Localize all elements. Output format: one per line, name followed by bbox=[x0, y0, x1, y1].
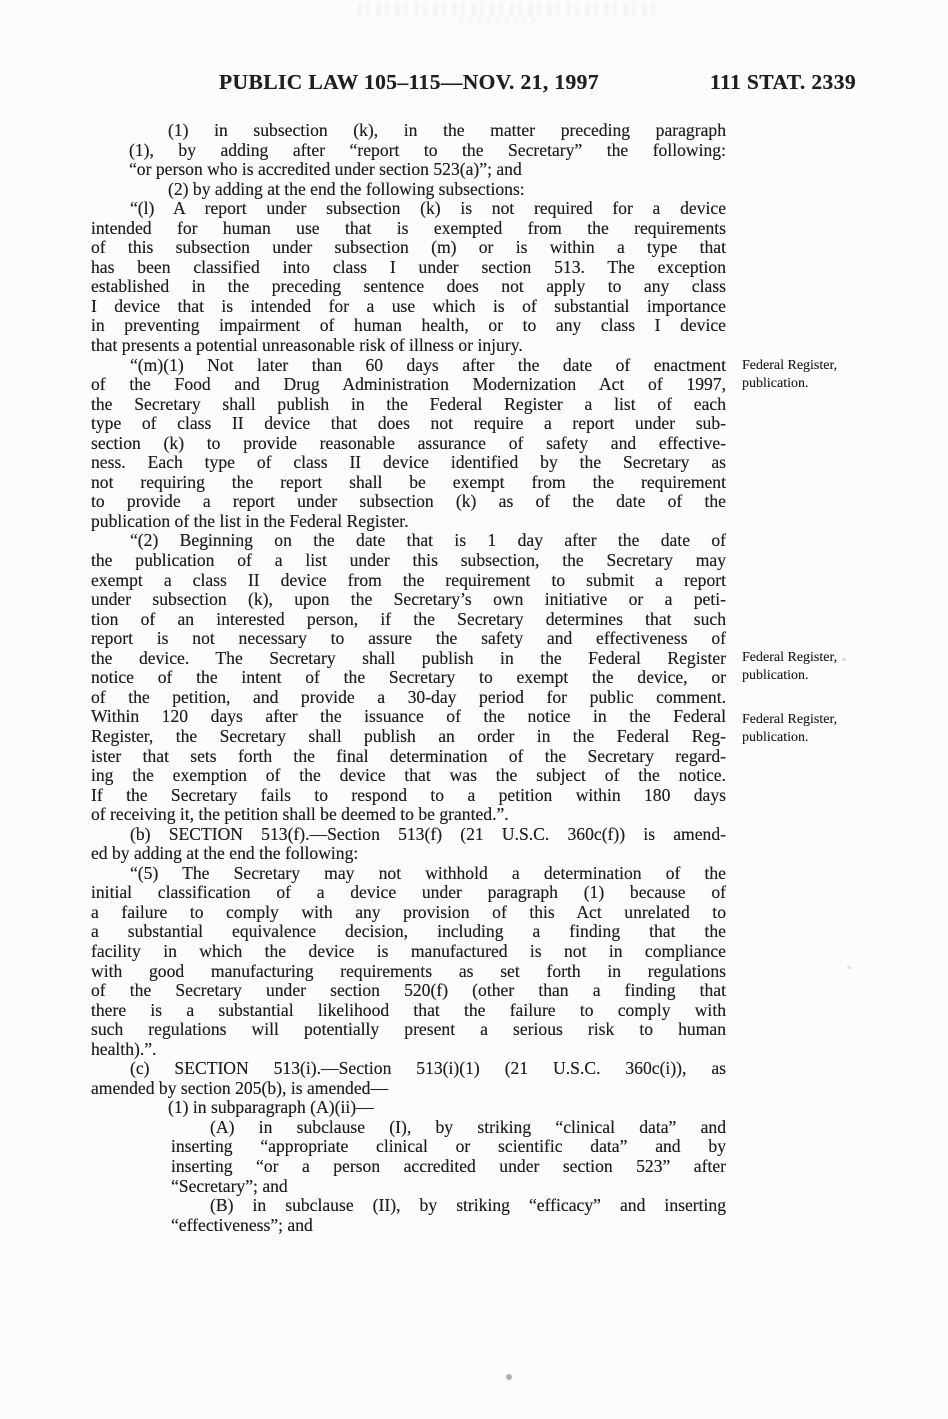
statute-line: the device. The Secretary shall publish in the Federal Register bbox=[91, 647, 726, 668]
statute-line: not requiring the report shall be exempt from the requirement bbox=[91, 471, 726, 492]
statute-line: Register, the Secretary shall publish an order in the Federal Reg- bbox=[91, 725, 726, 746]
statute-line: (B) in subclause (II), by striking “efficacy” and inserting bbox=[210, 1195, 726, 1216]
statute-line: section (k) to provide reasonable assurance of safety and effective- bbox=[91, 432, 726, 453]
statute-body bbox=[91, 121, 726, 1235]
scan-speck bbox=[847, 966, 851, 969]
statute-line: (c) SECTION 513(i).—Section 513(i)(1) (21 U.S.C. 360c(i)), as bbox=[130, 1058, 726, 1079]
statute-line: (2) by adding at the end the following subsections: bbox=[168, 178, 525, 199]
statute-line: “or person who is accredited under section 523(a)”; and bbox=[129, 159, 522, 180]
statute-line: exempt a class II device from the requirement to submit a report bbox=[91, 569, 726, 590]
statute-line: Within 120 days after the issuance of the notice in the Federal bbox=[91, 706, 726, 727]
margin-note-line: Federal Register, bbox=[742, 650, 838, 665]
statute-line: initial classification of a device under paragraph (1) because of bbox=[91, 882, 726, 903]
margin-note bbox=[742, 357, 880, 392]
scan-bleed-through bbox=[460, 16, 540, 26]
statute-line: a substantial equivalence decision, including a finding that the bbox=[91, 921, 726, 942]
statute-line: (1), by adding after “report to the Secretary” the following: bbox=[129, 139, 726, 160]
statute-line: (b) SECTION 513(f).—Section 513(f) (21 U.S.C. 360c(f)) is amend- bbox=[130, 823, 726, 844]
statute-line: amended by section 205(b), is amended— bbox=[91, 1077, 389, 1098]
statute-line: (1) in subsection (k), in the matter preceding paragraph bbox=[168, 120, 726, 140]
statute-line: of the Secretary under section 520(f) (other than a finding that bbox=[91, 980, 726, 1001]
scan-speck bbox=[506, 1374, 512, 1380]
statute-line: I device that is intended for a use which is of substantial importance bbox=[91, 295, 726, 316]
margin-note-line: Federal Register, bbox=[742, 358, 838, 373]
statute-line: the Secretary shall publish in the Federal Register a list of each bbox=[91, 393, 726, 414]
statute-line: of this subsection under subsection (m) or is within a type that bbox=[91, 237, 726, 258]
statute-line: with good manufacturing requirements as set forth in regulations bbox=[91, 960, 726, 981]
statute-line: “(m)(1) Not later than 60 days after the date of enactment bbox=[130, 354, 726, 375]
statute-line: intended for human use that is exempted from the requirements bbox=[91, 217, 726, 238]
statute-line: inserting “appropriate clinical or scientific data” and by bbox=[171, 1136, 726, 1157]
margin-note bbox=[742, 711, 880, 746]
margin-note bbox=[742, 649, 880, 684]
statute-line: If the Secretary fails to respond to a petition within 180 days bbox=[91, 784, 726, 805]
statute-line: there is a substantial likelihood that the failure to comply with bbox=[91, 999, 726, 1020]
margin-note-line: publication. bbox=[742, 375, 809, 391]
statute-line: ness. Each type of class II device identified by the Secretary as bbox=[91, 452, 726, 473]
statute-line: to provide a report under subsection (k) as of the date of the bbox=[91, 491, 726, 512]
statute-line: inserting “or a person accredited under section 523” after bbox=[171, 1155, 726, 1176]
statute-line: “(5) The Secretary may not withhold a determination of the bbox=[130, 862, 726, 883]
page-header-law-title: PUBLIC LAW 105–115—NOV. 21, 1997 bbox=[219, 70, 599, 94]
statute-line: a failure to comply with any provision of this Act unrelated to bbox=[91, 901, 726, 922]
statute-line: tion of an interested person, if the Secretary determines that such bbox=[91, 608, 726, 629]
statute-line: “effectiveness”; and bbox=[171, 1214, 313, 1235]
statute-line: (A) in subclause (I), by striking “clinical data” and bbox=[210, 1116, 726, 1137]
margin-note-line: publication. bbox=[742, 729, 809, 745]
statute-line: facility in which the device is manufactured is not in compliance bbox=[91, 940, 726, 961]
statute-line: type of class II device that does not require a report under sub- bbox=[91, 413, 726, 434]
statute-line: report is not necessary to assure the safety and effectiveness of bbox=[91, 628, 726, 649]
statute-line: “(l) A report under subsection (k) is not required for a device bbox=[130, 198, 726, 219]
page-header-stat-number: 111 STAT. 2339 bbox=[710, 70, 856, 94]
statute-line: publication of the list in the Federal Register. bbox=[91, 510, 409, 531]
margin-note-line: Federal Register, bbox=[742, 712, 838, 727]
statute-line: of receiving it, the petition shall be deemed to be granted.”. bbox=[91, 804, 509, 825]
statute-line: ister that sets forth the final determination of the Secretary regard- bbox=[91, 745, 726, 766]
statute-line: ing the exemption of the device that was the subject of the notice. bbox=[91, 765, 726, 786]
statute-line: ed by adding at the end the following: bbox=[91, 843, 359, 864]
statute-line: that presents a potential unreasonable risk of illness or injury. bbox=[91, 335, 523, 356]
statute-line: established in the preceding sentence does not apply to any class bbox=[91, 276, 726, 297]
statute-line: notice of the intent of the Secretary to exempt the device, or bbox=[91, 667, 726, 688]
scan-speck bbox=[842, 658, 846, 661]
statute-line: the publication of a list under this subsection, the Secretary may bbox=[91, 550, 726, 571]
statute-line: has been classified into class I under section 513. The exception bbox=[91, 256, 726, 277]
statute-line: health).”. bbox=[91, 1038, 157, 1059]
scan-bleed-through bbox=[358, 2, 658, 17]
statute-line: under subsection (k), upon the Secretary’s own initiative or a peti- bbox=[91, 589, 726, 610]
statute-line: “(2) Beginning on the date that is 1 day after the date of bbox=[130, 530, 726, 551]
statute-line: in preventing impairment of human health, or to any class I device bbox=[91, 315, 726, 336]
margin-note-line: publication. bbox=[742, 667, 809, 683]
statute-line: of the petition, and provide a 30-day period for public comment. bbox=[91, 686, 726, 707]
statute-line: of the Food and Drug Administration Modernization Act of 1997, bbox=[91, 374, 726, 395]
statute-line: (1) in subparagraph (A)(ii)— bbox=[168, 1097, 374, 1118]
statute-line: “Secretary”; and bbox=[171, 1175, 288, 1196]
statute-line: such regulations will potentially present a serious risk to human bbox=[91, 1019, 726, 1040]
